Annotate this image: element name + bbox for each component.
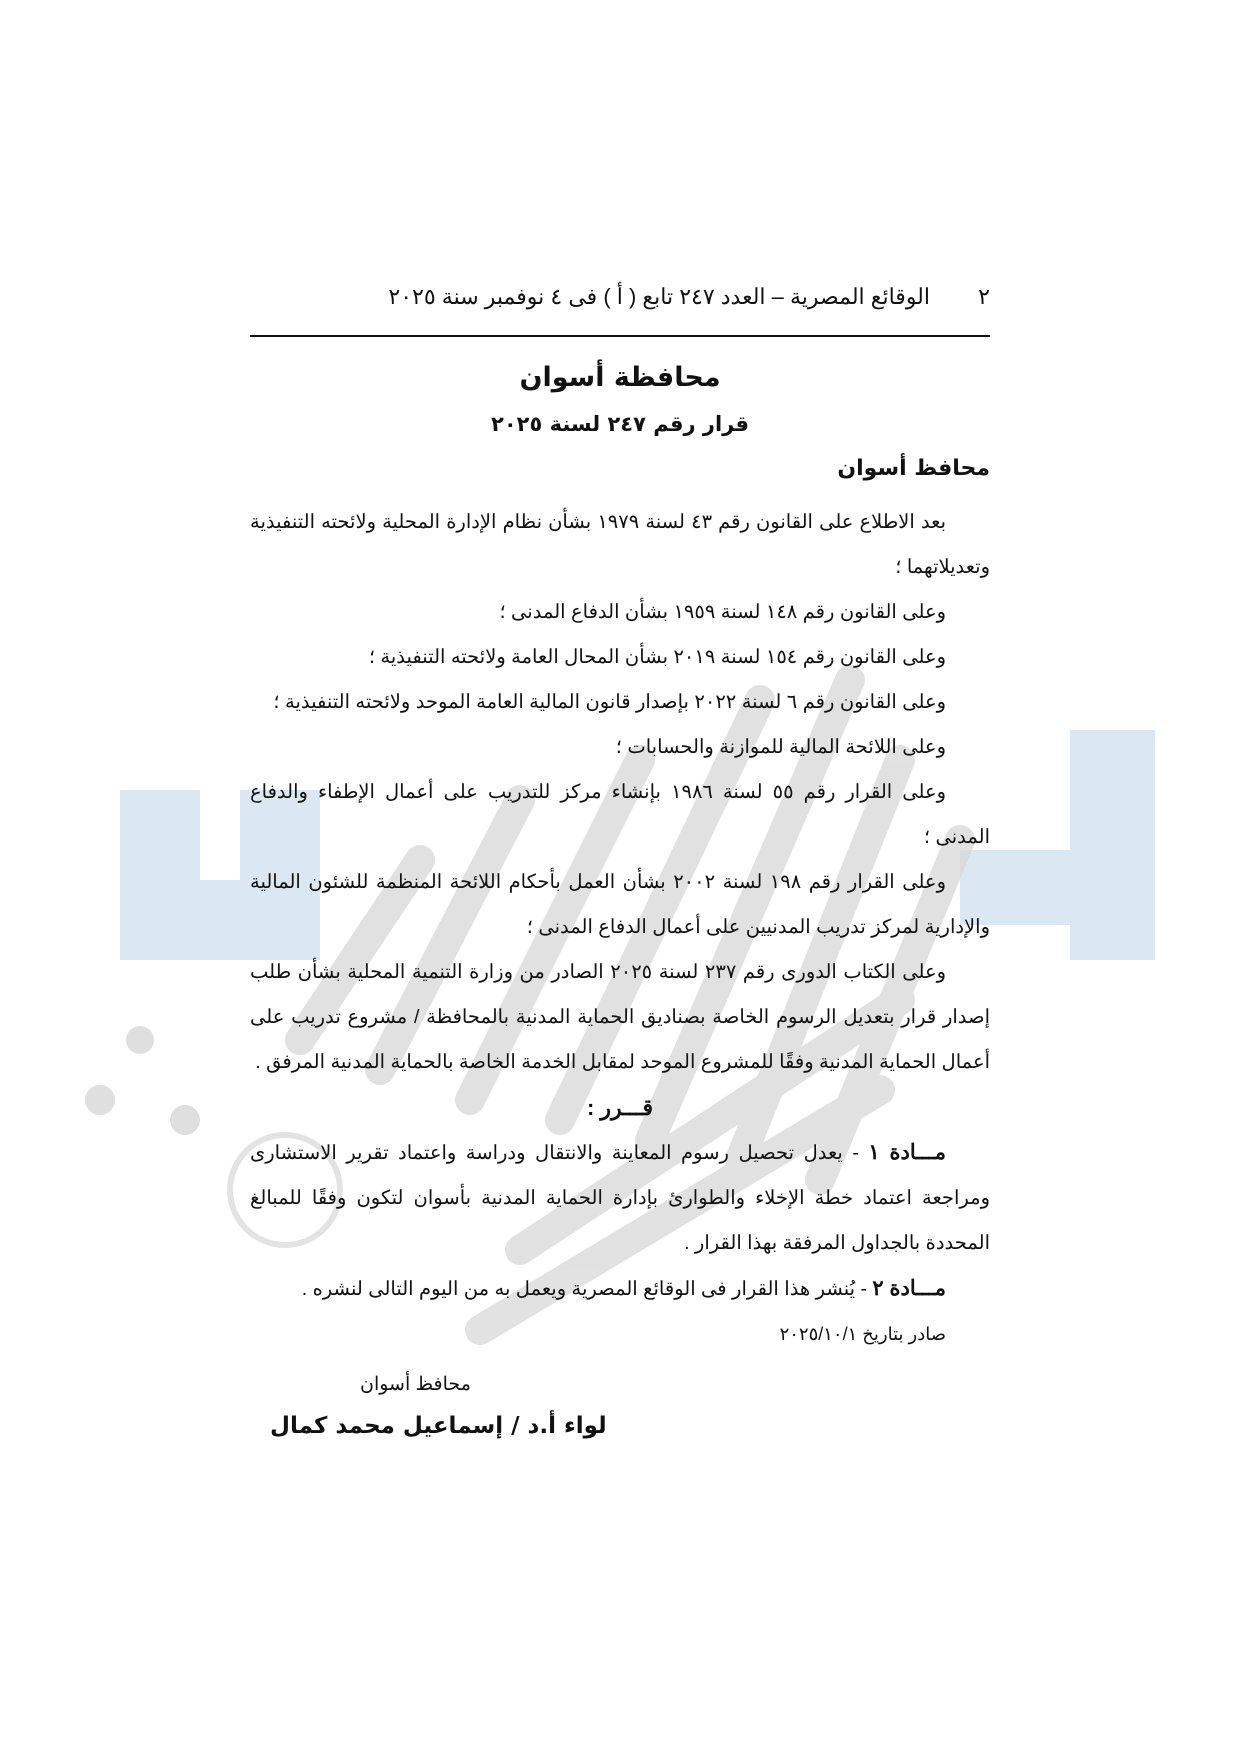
article-label: مـــادة ٢ [872, 1277, 946, 1300]
header-rule [250, 335, 990, 337]
preamble-paragraph: وعلى القانون رقم ١٥٤ لسنة ٢٠١٩ بشأن المحال العامة ولائحته التنفيذية ؛ [368, 646, 946, 668]
decides-heading: قـــرر : [586, 1095, 654, 1120]
page-number: ٢ [978, 284, 990, 309]
preamble-paragraph: بعد الاطلاع على القانون رقم ٤٣ لسنة ١٩٧٩ بشأن نظام الإدارة المحلية ولائحته التنفيذية وتعديلاتهما ؛ [250, 511, 990, 578]
issued-date: صادر بتاريخ ٢٠٢٥/١٠/١ [779, 1324, 946, 1344]
preamble-paragraph: وعلى القانون رقم ١٤٨ لسنة ١٩٥٩ بشأن الدفاع المدنى ؛ [499, 601, 946, 623]
running-title: الوقائع المصرية – العدد ٢٤٧ تابع ( أ ) فى ٤ نوفمبر سنة ٢٠٢٥ [388, 284, 930, 309]
preamble-paragraph: وعلى القانون رقم ٦ لسنة ٢٠٢٢ بإصدار قانون المالية العامة الموحد ولائحته التنفيذية ؛ [273, 691, 946, 713]
preamble-paragraph: وعلى القرار رقم ٥٥ لسنة ١٩٨٦ بإنشاء مركز للتدريب على أعمال الإطفاء والدفاع المدنى ؛ [250, 781, 990, 848]
signature-name: لواء أ.د / إسماعيل محمد كمال [270, 1413, 607, 1439]
page-header [250, 284, 990, 320]
signature-title: محافظ أسوان [360, 1374, 471, 1395]
article-label: مـــادة ١ [868, 1141, 946, 1164]
article-text: - يُنشر هذا القرار فى الوقائع المصرية ويعمل به من اليوم التالى لنشره . [301, 1278, 873, 1300]
governorate-title: محافظة أسوان [519, 362, 721, 393]
preamble-paragraph: وعلى الكتاب الدورى رقم ٢٣٧ لسنة ٢٠٢٥ الصادر من وزارة التنمية المحلية بشأن طلب إصدار قرار بتعديل الرسوم الخاصة بصناديق الحماية المدنية بالمحافظة / مشروع تدريب على أعمال الحماية المدنية وفقًا للمشروع الموحد لمقابل الخدمة الخاصة بالحماية المدنية المرفق . [250, 961, 990, 1073]
article-1 [250, 1130, 990, 1266]
preamble-paragraph: وعلى القرار رقم ١٩٨ لسنة ٢٠٠٢ بشأن العمل بأحكام اللائحة المنظمة للشئون المالية والإدارية لمركز تدريب المدنيين على أعمال الدفاع المدنى ؛ [250, 871, 990, 938]
issuer-heading: محافظ أسوان [837, 456, 990, 481]
preamble-paragraph: وعلى اللائحة المالية للموازنة والحسابات ؛ [615, 736, 946, 758]
decree-title: قرار رقم ٢٤٧ لسنة ٢٠٢٥ [491, 412, 749, 436]
article-2 [250, 1266, 990, 1312]
decree-body [250, 500, 990, 1357]
article-text: - يعدل تحصيل رسوم المعاينة والانتقال ودراسة واعتماد تقرير الاستشارى ومراجعة اعتماد خطة الإخلاء والطوارئ بإدارة الحماية المدنية بأسوان لتكون وفقًا للمبالغ المحددة بالجداول المرفقة بهذا القرار . [250, 1142, 990, 1254]
